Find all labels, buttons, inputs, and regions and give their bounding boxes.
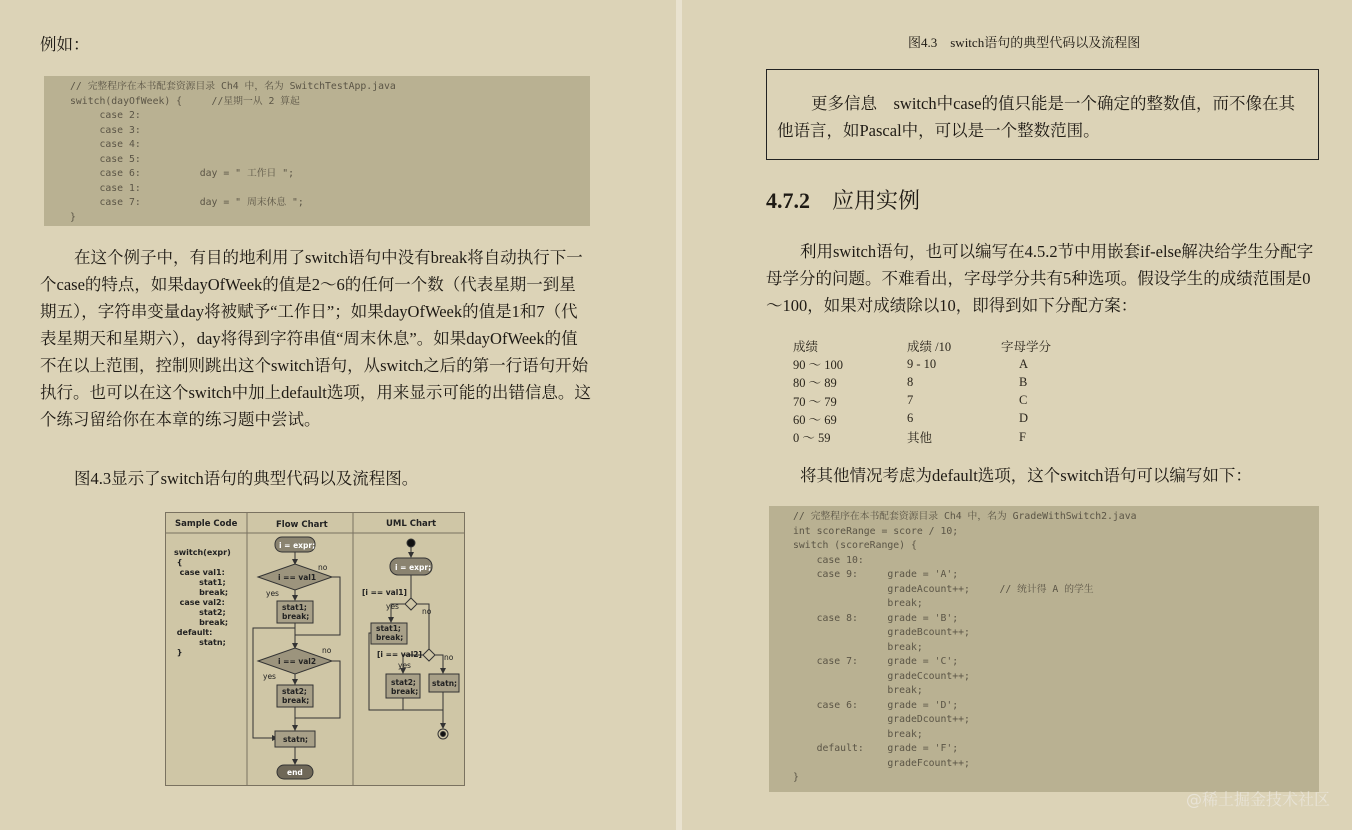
body-paragraph-2: 图4.3显示了switch语句的典型代码以及流程图。: [74, 469, 419, 488]
code-line: gradeCcount++;: [793, 670, 970, 682]
uml-stat1-line1: stat1;: [376, 624, 401, 633]
uml-stat2-line1: stat2;: [391, 678, 416, 687]
grade-table-row: [793, 392, 1061, 410]
code-line: int scoreRange = score / 10;: [793, 525, 959, 537]
grade-cell-score-div: 9 - 10: [907, 356, 937, 371]
uml-yes-label-2: yes: [398, 661, 411, 670]
flow-stat2-line1: stat2;: [282, 687, 307, 696]
code-line: }: [70, 211, 76, 223]
sample-code-line: default:: [174, 628, 213, 637]
grade-cell-score-range: 0 ～ 59: [793, 431, 831, 446]
grade-cell-score-range: 60 ～ 69: [793, 412, 837, 427]
grade-cell-score-range: 80 ～ 89: [793, 376, 837, 391]
grade-cell-score-div: 7: [907, 393, 914, 408]
uml-statn-label: statn;: [432, 679, 458, 688]
sample-code-line: break;: [174, 618, 229, 627]
grade-header-score: 成绩: [793, 340, 819, 355]
sample-code-line: stat2;: [174, 608, 226, 617]
intro-text: 例如：: [40, 35, 90, 54]
grade-header-letter: 字母学分: [1001, 340, 1052, 355]
uml-yes-label-1: yes: [386, 602, 399, 611]
code-line: case 7: grade = 'C';: [793, 656, 959, 667]
grade-cell-letter-grade: F: [1019, 429, 1026, 444]
sample-code-line: case val2:: [174, 598, 225, 607]
flow-yes-label-1: yes: [266, 589, 279, 598]
grade-table-row: [793, 428, 1061, 446]
uml-no-label-1: no: [422, 607, 432, 616]
grade-cell-score-div: 8: [907, 374, 914, 389]
body-paragraph-1: 在这个例子中，有目的地利用了switch语句中没有break将自动执行下一个case的特点，如果dayOfWeek的值是2～6的任何一个数（代表星期一到星期五），字符串变量day将被赋予“工作日”；如果dayOfWeek的值是1和7（代表星期天和星期六），day将得到字符串值“周末休息”。如果dayOfWeek的值不在以上范围，控制则跳出这个switch语句，从switch之后的第一行语句开始执行。也可以在这个switch中加上default选项，用来显示可能的出错信息。这个练习留给你在本章的练习题中尝试。: [40, 248, 591, 429]
flow-stat1-line2: break;: [282, 612, 310, 621]
figure-header-uml: UML Chart: [386, 519, 437, 529]
sample-code-line: break;: [174, 588, 229, 597]
grade-table-row: [793, 355, 1061, 373]
code-line: case 8: grade = 'B';: [793, 612, 959, 624]
grade-cell-letter-grade: C: [1019, 393, 1028, 408]
body-paragraph-4: 将其他情况考虑为default选项，这个switch语句可以编写如下：: [800, 466, 1252, 485]
flow-condition-2-label: i == val2: [278, 657, 317, 666]
flow-yes-label-2: yes: [263, 672, 276, 681]
section-number: 4.7.2: [766, 188, 810, 213]
flow-stat2-line2: break;: [282, 696, 310, 705]
code-line: case 10:: [793, 554, 864, 566]
section-heading: [766, 184, 920, 215]
code-line: case 7: day = " 周末休息 ";: [70, 197, 304, 208]
sample-code-line: {: [174, 558, 183, 567]
uml-guard-1: [i == val1]: [362, 588, 407, 597]
code-line: // 完整程序在本书配套资源目录 Ch4 中，名为 SwitchTestApp.java: [70, 81, 396, 92]
code-line: break;: [793, 598, 923, 609]
code-line: break;: [793, 728, 923, 740]
grade-cell-score-div: 6: [907, 411, 914, 426]
code-line: }: [793, 772, 799, 783]
flow-statn-label: statn;: [283, 735, 309, 744]
grade-table-row: [793, 410, 1061, 428]
uml-initial-node: [407, 539, 415, 547]
uml-stat2-line2: break;: [391, 687, 419, 696]
flow-condition-1-label: i == val1: [278, 573, 317, 582]
code-line: gradeFcount++;: [793, 757, 970, 769]
grade-table-row: [793, 373, 1061, 391]
grade-cell-letter-grade: B: [1019, 374, 1028, 389]
sample-code-line: switch(expr): [174, 548, 231, 557]
watermark: @稀土掘金技术社区: [1185, 790, 1330, 809]
flow-no-label-1: no: [318, 563, 328, 572]
flow-end-label: end: [287, 768, 303, 777]
uml-stat1-line2: break;: [376, 633, 404, 642]
code-line: break;: [793, 641, 923, 653]
code-line: switch(dayOfWeek) { //星期一从 2 算起: [70, 95, 300, 107]
grade-cell-score-range: 70 ～ 79: [793, 394, 837, 409]
grade-cell-letter-grade: A: [1019, 356, 1029, 371]
uml-guard-2: [i == val2]: [377, 650, 422, 659]
right-page: [682, 0, 1352, 830]
switch-figure: [165, 512, 465, 786]
grade-cell-letter-grade: D: [1019, 411, 1029, 426]
flow-start-label: i = expr;: [279, 541, 316, 550]
figure-header-flow: Flow Chart: [276, 520, 328, 530]
code-line: case 5:: [70, 153, 141, 165]
sample-code-line: statn;: [174, 638, 226, 647]
code-line: gradeAcount++; // 统计得 A 的学生: [793, 583, 1094, 595]
sample-code-line: case val1:: [174, 568, 225, 577]
note-text: 更多信息 switch中case的值只能是一个确定的整数值，而不像在其他语言，如Pascal中，可以是一个整数范围。: [777, 94, 1295, 140]
code-line: gradeBcount++;: [793, 627, 970, 638]
flow-stat1-line1: stat1;: [282, 603, 307, 612]
code-line: case 9: grade = 'A';: [793, 569, 959, 580]
code-line: // 完整程序在本书配套资源目录 Ch4 中，名为 GradeWithSwitch2.java: [793, 511, 1137, 522]
code-line: gradeDcount++;: [793, 714, 970, 725]
flow-no-label-2: no: [322, 646, 332, 655]
sample-code-line: }: [174, 648, 183, 657]
grade-cell-score-div: 其他: [907, 431, 933, 446]
grade-header-score-div: 成绩 /10: [907, 340, 952, 355]
code-line: case 4:: [70, 139, 141, 150]
figure-caption: 图4.3 switch语句的典型代码以及流程图: [908, 35, 1141, 50]
code-line: default: grade = 'F';: [793, 743, 959, 754]
body-paragraph-3: 利用switch语句，也可以编写在4.5.2节中用嵌套if-else解决给学生分配字母学分的问题。不难看出，字母学分共有5种选项。假设学生的成绩范围是0～100，如果对成绩除以10，即得到如下分配方案：: [766, 242, 1314, 315]
note-box: [766, 69, 1319, 160]
code-line: case 1:: [70, 182, 141, 194]
code-block-grade-switch: [769, 506, 1319, 792]
uml-expr-label: i = expr;: [395, 563, 432, 572]
code-line: case 6: grade = 'D';: [793, 699, 959, 711]
code-line: case 6: day = " 工作日 ";: [70, 168, 295, 179]
code-line: case 3:: [70, 124, 141, 136]
uml-no-label-2: no: [444, 653, 454, 662]
code-line: case 2:: [70, 110, 141, 121]
grade-table: [793, 337, 1061, 446]
figure-header-sample: Sample Code: [175, 519, 238, 529]
grade-cell-score-range: 90 ～ 100: [793, 358, 844, 373]
grade-table-header: [793, 337, 1061, 355]
code-line: break;: [793, 685, 923, 696]
code-line: switch (scoreRange) {: [793, 540, 917, 551]
code-block-switch-test: [44, 76, 590, 226]
sample-code-line: stat1;: [174, 578, 226, 587]
section-title: 应用实例: [832, 188, 921, 213]
